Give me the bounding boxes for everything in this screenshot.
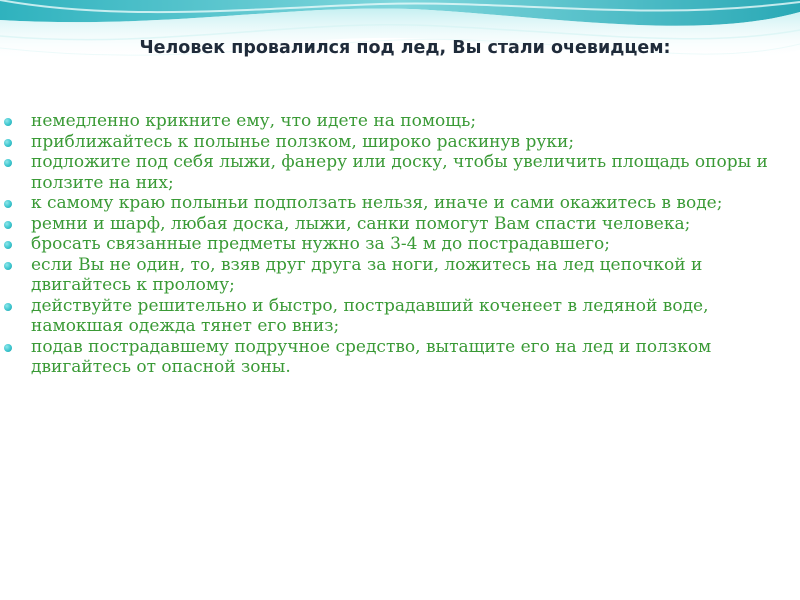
list-item-text: подложите под себя лыжи, фанеру или доску, чтобы увеличить площадь опоры и ползите на них; bbox=[31, 152, 768, 193]
list-item-text: если Вы не один, то, взяв друг друга за ноги, ложитесь на лед цепочкой и двигайтесь к пролому; bbox=[31, 254, 703, 295]
list-item bbox=[0, 152, 790, 193]
list-item-text: ремни и шарф, любая доска, лыжи, санки помогут Вам спасти человека; bbox=[31, 213, 691, 234]
list-item-text: подав пострадавшему подручное средство, вытащите его на лед и ползком двигайтесь от опасной зоны. bbox=[31, 336, 712, 377]
list-item-text: к самому краю полыньи подползать нельзя, иначе и сами окажитесь в воде; bbox=[31, 193, 723, 213]
list-item bbox=[0, 255, 790, 296]
bullet-icon bbox=[4, 139, 12, 147]
list-item bbox=[0, 214, 790, 235]
safety-instructions-list bbox=[0, 111, 790, 378]
list-item bbox=[0, 132, 790, 153]
list-item-text: немедленно крикните ему, что идете на помощь; bbox=[31, 111, 477, 131]
list-item bbox=[0, 337, 790, 378]
bullet-icon bbox=[4, 262, 12, 270]
bullet-icon bbox=[4, 200, 12, 208]
bullet-icon bbox=[4, 303, 12, 311]
list-item-text: приближайтесь к полынье ползком, широко раскинув руки; bbox=[31, 131, 575, 152]
bullet-icon bbox=[4, 241, 12, 249]
list-item bbox=[0, 234, 790, 255]
bullet-icon bbox=[4, 118, 12, 126]
list-item bbox=[0, 296, 790, 337]
list-item-text: действуйте решительно и быстро, пострадавший коченеет в ледяной воде, намокшая одежда тянет его вниз; bbox=[31, 295, 709, 336]
bullet-icon bbox=[4, 221, 12, 229]
list-item bbox=[0, 193, 790, 214]
list-item bbox=[0, 111, 790, 132]
slide-title: Человек провалился под лед, Вы стали очевидцем: bbox=[139, 38, 671, 58]
list-item-text: бросать связанные предметы нужно за 3-4 м до пострадавшего; bbox=[31, 234, 610, 254]
bullet-icon bbox=[4, 159, 12, 167]
bullet-icon bbox=[4, 344, 12, 352]
